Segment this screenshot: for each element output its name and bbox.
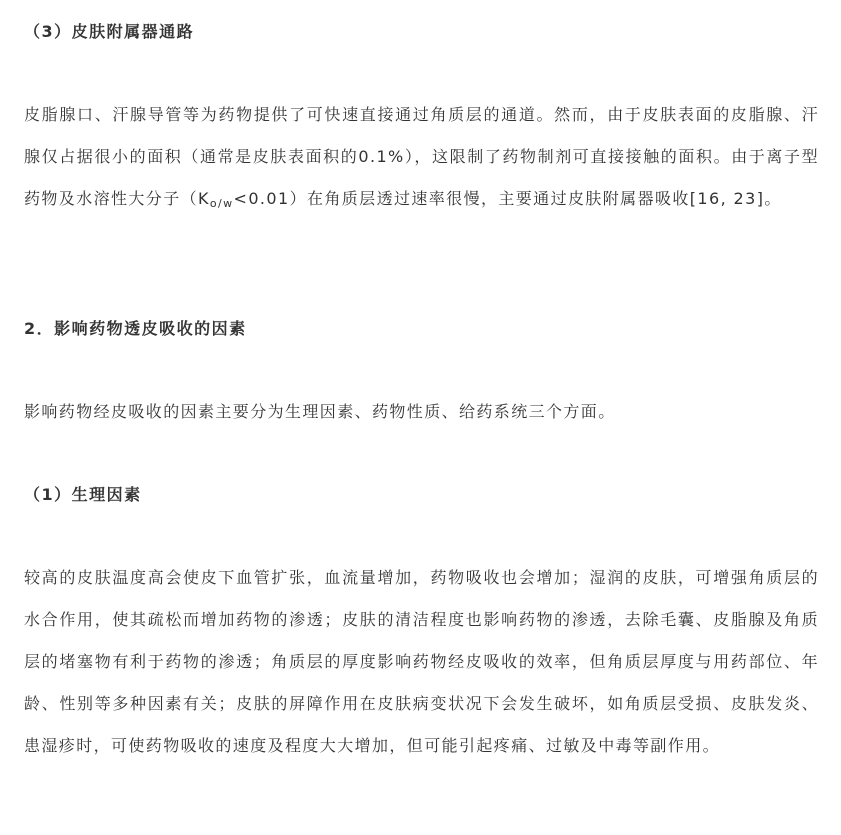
paragraph-appendage-text-2: <0.01）在角质层透过速率很慢，主要通过皮肤附属器吸收[16, 23]。 [233, 189, 782, 208]
paragraph-factors-overview: 影响药物经皮吸收的因素主要分为生理因素、药物性质、给药系统三个方面。 [24, 402, 616, 421]
section-heading-appendage: （3）皮肤附属器通路 [24, 22, 195, 41]
section-heading-physiological: （1）生理因素 [24, 485, 142, 504]
paragraph-appendage-text-1: 皮脂腺口、汗腺导管等为药物提供了可快速直接通过角质层的通道。然而，由于皮肤表面的皮脂腺、汗腺仅占据很小的面积（通常是皮肤表面积的0.1%），这限制了药物制剂可直接接触的面积。由于离子型药物及水溶性大分子（K [24, 105, 819, 208]
paragraph-appendage-pathway [24, 94, 819, 220]
partition-coefficient-subscript: o/w [209, 197, 234, 210]
section-heading-factors: 2．影响药物透皮吸收的因素 [24, 319, 247, 338]
paragraph-physiological-factors: 较高的皮肤温度高会使皮下血管扩张，血流量增加，药物吸收也会增加；湿润的皮肤，可增强角质层的水合作用，使其疏松而增加药物的渗透；皮肤的清洁程度也影响药物的渗透，去除毛囊、皮脂腺及角质层的堵塞物有利于药物的渗透；角质层的厚度影响药物经皮吸收的效率，但角质层厚度与用药部位、年龄、性别等多种因素有关；皮肤的屏障作用在皮肤病变状况下会发生破坏，如角质层受损、皮肤发炎、患湿疹时，可使药物吸收的速度及程度大大增加，但可能引起疼痛、过敏及中毒等副作用。 [24, 568, 819, 755]
